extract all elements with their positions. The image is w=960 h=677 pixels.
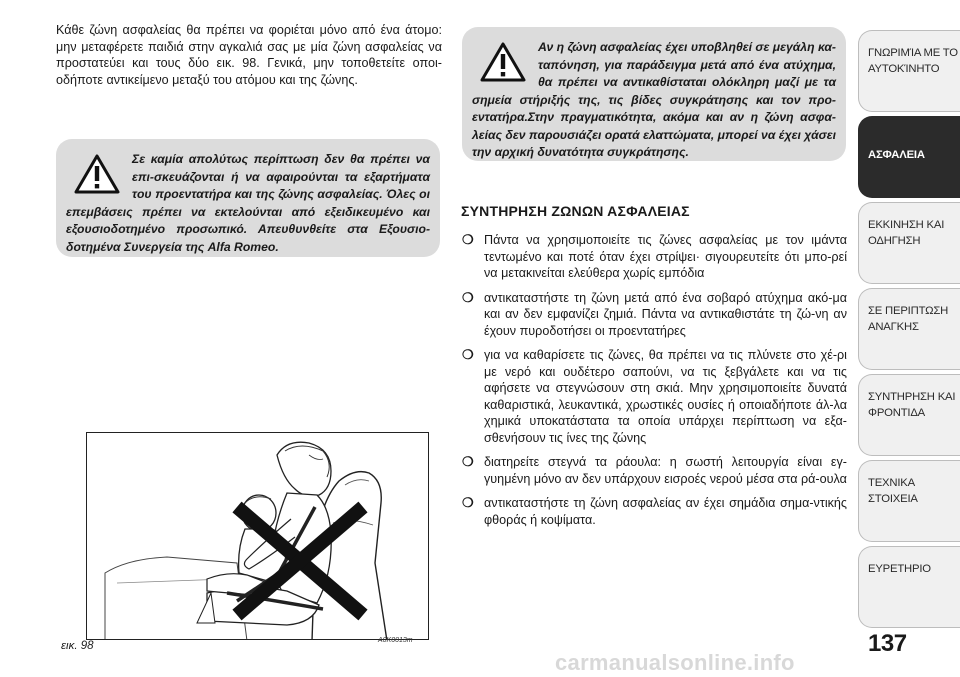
list-item: ❍ για να καθαρίσετε τις ζώνες, θα πρέπει να τις πλύνετε στο χέ-ρι με νερό και ουδέτερο σαπούνι, να τις ξεβγάλετε και να τις αφήσετε να στεγνώσουν στη σκιά. Μην χρησιμοποιείτε δυνατά καθαριστικά, λευκαντικά, χρωστικές ουσίες ή οποιαδήποτε άλ-λα χημικά υποκατάστατα τα οποία υπάρχει περίπτωση να εξα-σθενήσουν τις ίνες της ζώνης bbox=[462, 347, 847, 445]
tab-getting-to-know[interactable]: ΓΝΩΡΙΜΊΑ ΜΕ ΤΟ ΑΥΤΟΚΊΝΗΤΟ bbox=[858, 30, 960, 112]
list-item: ❍ αντικαταστήστε τη ζώνη μετά από ένα σοβαρό ατύχημα ακό-μα και αν δεν εμφανίζει ζημιά. Πάντα να αντικαθιστάτε τη ζώ-νη αν έχουν πυροδοτήσει οι προεντατήρες bbox=[462, 289, 847, 338]
list-item: ❍ διατηρείτε στεγνά τα ράουλα: η σωστή λειτουργία είναι εγ-γυημένη μόνο αν δεν υπάρχουν εισροές νερού μέσα στα ρά-ουλα bbox=[462, 454, 847, 486]
warning-box-replacement bbox=[462, 27, 846, 161]
list-item: ❍ αντικαταστήστε τη ζώνη ασφαλείας αν έχει σημάδια σημα-ντικής φθοράς ή κοψίματα. bbox=[462, 495, 847, 527]
warning-box-pretensioner bbox=[56, 139, 440, 257]
intro-paragraph: Κάθε ζώνη ασφαλείας θα πρέπει να φοριέται μόνο από ένα άτομο: μην μεταφέρετε παιδιά στην αγκαλιά σας με μία ζώνη ασφαλείας να προστατεύει και τους δύο εικ. 98. Γενικά, μην τοποθετείτε οποι-οδήποτε αντικείμενο μεταξύ του ατόμου και της ζώνης. bbox=[56, 23, 442, 87]
warning-triangle-icon bbox=[480, 41, 526, 83]
tab-maintenance-care[interactable]: ΣΥΝΤΗΡΗΣΗ ΚΑΙ ΦΡΟΝΤΙΔΑ bbox=[858, 374, 960, 456]
bullet-circle-icon: ❍ bbox=[462, 347, 474, 362]
figure-code: A0K0013m bbox=[378, 637, 413, 644]
tab-emergency[interactable]: ΣΕ ΠΕΡΙΠΤΩΣΗ ΑΝΑΓΚΗΣ bbox=[858, 288, 960, 370]
figure-child-on-lap-illustration bbox=[86, 432, 429, 640]
warning-text-replacement: Αν η ζώνη ασφαλείας έχει υποβληθεί σε μεγάλη κα-ταπόνηση, για παράδειγμα μετά από ένα ατύχημα, θα πρέπει να αντικαθίσταται ολόκληρη μαζί με τα σημεία στήριξής της, τις βίδες συγκράτησης και τον προ-εντατήρα.Στην πραγματικότητα, ακόμα και αν η ζώνη ασφα-λείας δεν παρουσιάζει ορατά ελαττώματα, μπορεί να έχει χάσει την αρχική δυνατότητα συγκράτησης. bbox=[472, 40, 836, 159]
list-item: ❍ Πάντα να χρησιμοποιείτε τις ζώνες ασφαλείας με τον ιμάντα τεντωμένο και ποτέ όταν έχει στρίψει· σιγουρευτείτε ότι μπο-ρεί να μετακινείται ελεύθερα χωρίς εμπόδια bbox=[462, 232, 847, 280]
bullet-circle-icon: ❍ bbox=[462, 232, 474, 247]
warning-text-pretensioner: Σε καμία απολύτως περίπτωση δεν θα πρέπει να επι-σκευάζονται ή να αφαιρούνται τα εξαρτήματα του προεντατήρα και της ζώνης ασφαλείας. Όλες οι επεμβάσεις πρέπει να εκτελούνται από εξειδικευμένο και εξουσιοδοτημένο προσωπικό. Απευθυνθείτε στα Εξουσιο-δοτημένα Συνεργεία της Alfa Romeo. bbox=[66, 152, 430, 254]
maintenance-bullet-list bbox=[461, 232, 847, 536]
section-title: ΣΥΝΤΗΡΗΣΗ ΖΩΝΩΝ ΑΣΦΑΛΕΙΑΣ bbox=[461, 203, 690, 219]
tab-index[interactable]: ΕΥΡΕΤΗΡΙΟ bbox=[858, 546, 960, 628]
warning-triangle-icon bbox=[74, 153, 120, 195]
bullet-circle-icon: ❍ bbox=[462, 495, 474, 510]
tab-safety[interactable]: ΑΣΦΑΛΕΙΑ bbox=[858, 116, 960, 198]
figure-label: εικ. 98 bbox=[61, 640, 94, 652]
tab-starting-driving[interactable]: ΕΚΚΙΝΗΣΗ ΚΑΙ ΟΔΗΓΗΣΗ bbox=[858, 202, 960, 284]
watermark: carmanualsonline.info bbox=[555, 650, 795, 675]
tab-technical-data[interactable]: ΤΕΧΝΙΚΑ ΣΤΟΙΧΕΙΑ bbox=[858, 460, 960, 542]
bullet-circle-icon: ❍ bbox=[462, 289, 474, 305]
page-number: 137 bbox=[868, 630, 907, 657]
seatbelt-misuse-illustration bbox=[87, 433, 429, 640]
bullet-circle-icon: ❍ bbox=[462, 454, 474, 469]
